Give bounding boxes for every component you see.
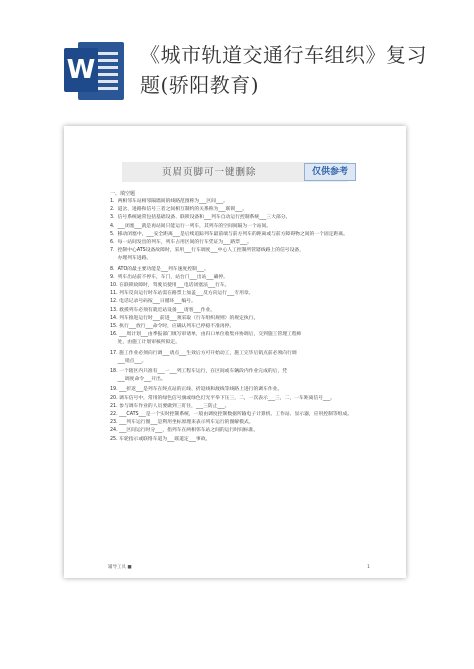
question-item: 18. 一个辖区内只准有___一___列工程车运行，在区间或车辆段内作业完成的后，凭 <box>110 369 288 375</box>
question-item: 9. 列车出站前不停车，车门，站台门___出站___确停。 <box>110 274 228 280</box>
question-item: 23. ___列车运行图___是利用坐标原理来表示列车运行的图解模式。 <box>110 420 254 426</box>
page-footer-left: 辅导工具 ■ <box>108 565 132 570</box>
question-item: 办理列车进路。 <box>110 256 152 262</box>
question-item: ___调度命令___开出。 <box>110 377 166 383</box>
word-app-icon <box>64 38 126 104</box>
question-item: 11. 列车反向运行时车站需在路票上加盖___反方向运行___专用章。 <box>110 291 254 297</box>
question-item: 25. 车轮指示或联络车道为___联道定___事故。 <box>110 436 211 442</box>
question-item: 处，由施工计划审核所拟定。 <box>110 340 180 346</box>
document-page-preview[interactable] <box>64 126 406 578</box>
question-item: 14. 列车推进运行时___前进___须采取（行车组织规则）的规定执行。 <box>110 315 259 321</box>
question-item: 3. 信号系统通常包括基础设备、联锁设备和___列车自动运行控制系统___三大部分。 <box>110 215 291 221</box>
section-title: 一、填空题 <box>110 191 136 197</box>
question-item: 19. ___折返___是列车在终点站的正线、折返线和渡线等线路上进行的调车作业。 <box>110 387 283 393</box>
question-item: 20. 调车信号中，常用的绿色信号旗或绿色灯光平举下压三，二，一次表示___三，二，一车距离信号___。 <box>110 395 336 401</box>
question-list <box>110 198 372 444</box>
page-header-text: 页眉页脚可一键删除 <box>162 167 257 178</box>
question-item: 17. 施工作业必须向行调___请点___生效后方可开始动工，施工完毕后销点前必须向行调 <box>110 350 297 356</box>
question-item: 16. ___周计划___由季报部门填写审请单，由归口单位收集并协调后，交到施工管理工程师 <box>110 332 302 338</box>
page-number: 1 <box>367 565 370 570</box>
word-icon-letter: W <box>64 48 98 92</box>
question-item: 5. 移动闭塞中，___安全距离___是后续追踪列车最前端与前方列车的距离或与前方障碍物之间的一个固定距离。 <box>110 231 348 237</box>
question-item: 2. 道岔、进路和信号三者之间相互制约的关系称为___联锁___。 <box>110 207 248 213</box>
question-item: ___销点___。 <box>110 358 147 364</box>
question-item: 13. 救援列车必须有就近站设备___请客___作业。 <box>110 307 216 313</box>
question-item: 7. 控制中心ATS设备故障时，采用___行车调度___中心人工控制所管辖线路上的信号设备， <box>110 248 304 254</box>
question-item: 4. ___闭塞___就是再站间只能运行一列车，其列车的空间间隔为一个站间。 <box>110 223 272 229</box>
question-item: 22. ___CATS___是一个实时控制系统，一般由调度控制数据所输电子计算机、工作站、显示器，应用控制等组成。 <box>110 412 353 418</box>
question-item: 6. 每一站间发出的列车，列车占用区间的行车凭证为___路票___。 <box>110 240 252 246</box>
question-item: 10. 在联锁故障时，驾驶员使用___电话闭塞法___行车。 <box>110 283 230 289</box>
question-item: 21. 参与调车作业的人员要做到三盯住，___三防止___。 <box>110 403 230 409</box>
reference-badge: 仅供参考 <box>304 163 356 181</box>
document-title: 《城市轨道交通行车组织》复习题(骄阳教育) <box>140 43 427 97</box>
question-item: 24. ___区间运行时分___，指列车在两相邻车站之间的运行时间标准。 <box>110 428 259 434</box>
question-item: 12. 电话记录号码按___日循环___编号。 <box>110 299 196 305</box>
question-item: 15. 执行___放行___命令时，应确认列车已停稳不准再停。 <box>110 324 235 330</box>
question-item: 1. 两相邻车站相邻隔墙间的线路范围称为___区间___。 <box>110 199 228 204</box>
question-item: 8. ATO的最主要功能是___列车速度控制___。 <box>110 266 209 272</box>
